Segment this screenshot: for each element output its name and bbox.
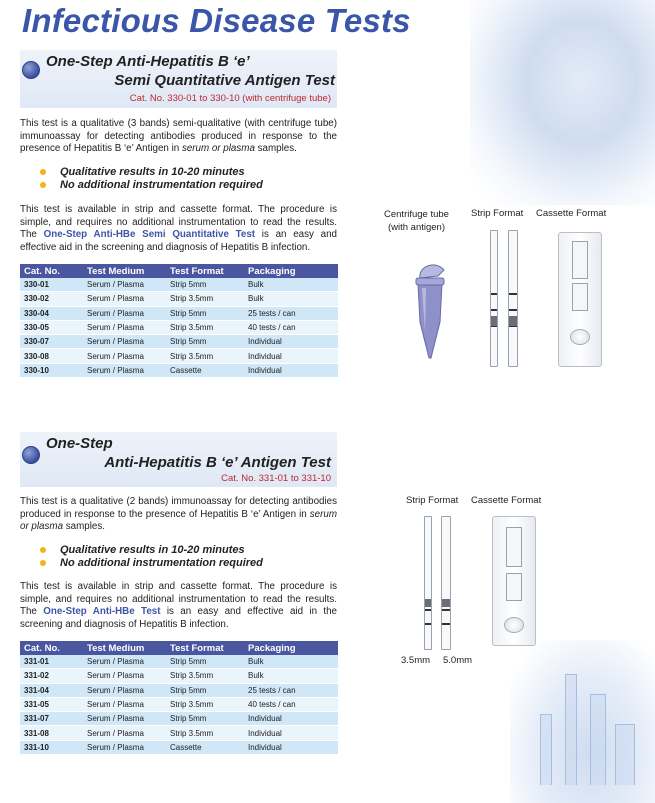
centrifuge-tube-label: Centrifuge tube (with antigen)	[384, 209, 449, 233]
table-row: 331-05 Serum / Plasma Strip 3.5mm 40 tests / can	[20, 697, 338, 711]
table-row: 331-02 Serum / Plasma Strip 3.5mm Bulk	[20, 669, 338, 683]
column-header-test-medium: Test Medium	[83, 641, 166, 655]
section-anti-hbe-antigen-test	[20, 432, 337, 762]
format-description: This test is available in strip and cassette format. The procedure is simple, and requires no additional instrumentation to read the results. The One-Step Anti-HBe Test is an easy and effective aid in the screening and diagnosis of Hepatitis B infection.	[20, 581, 337, 630]
cassette-format-label: Cassette Format	[471, 495, 542, 506]
bullet-icon	[40, 560, 46, 566]
section-heading-line1: One-Step	[46, 435, 113, 452]
table-row: 330-02 Serum / Plasma Strip 3.5mm Bulk	[20, 292, 338, 306]
test-strip-5mm	[508, 230, 518, 367]
feature-item: Qualitative results in 10-20 minutes	[40, 166, 263, 179]
table-row: 330-01 Serum / Plasma Strip 5mm Bulk	[20, 278, 338, 292]
column-header-packaging: Packaging	[244, 264, 338, 278]
table-row: 330-10 Serum / Plasma Cassette Individual	[20, 363, 338, 377]
table-row: 331-04 Serum / Plasma Strip 5mm 25 tests / can	[20, 683, 338, 697]
column-header-test-medium: Test Medium	[83, 264, 166, 278]
section-heading-line1: One-Step Anti-Hepatitis B ‘e’	[46, 53, 250, 70]
feature-item: No additional instrumentation required	[40, 557, 263, 570]
feature-list	[40, 544, 263, 570]
table-row: 331-08 Serum / Plasma Strip 3.5mm Individual	[20, 726, 338, 740]
cassette-format-label: Cassette Format	[536, 208, 607, 219]
table-row: 330-05 Serum / Plasma Strip 3.5mm 40 tests / can	[20, 320, 338, 334]
table-row: 330-08 Serum / Plasma Strip 3.5mm Individual	[20, 349, 338, 363]
heading-bullet-icon	[22, 61, 40, 79]
column-header-test-format: Test Format	[166, 264, 244, 278]
format-description: This test is available in strip and cassette format. The procedure is simple, and requires no additional instrumentation to read the results. The One-Step Anti-HBe Semi Quantitative Test is an easy and effective aid in the screening and diagnosis of Hepatitis B infection.	[20, 204, 338, 253]
strip-width-large-label: 5.0mm	[443, 655, 473, 666]
catalog-number-range: Cat. No. 331-01 to 331-10	[221, 473, 331, 484]
catalog-number-range: Cat. No. 330-01 to 330-10 (with centrifuge tube)	[129, 93, 331, 104]
section-anti-hbe-semi-quantitative	[20, 50, 337, 380]
column-header-cat-no: Cat. No.	[20, 264, 83, 278]
table-row: 331-01 Serum / Plasma Strip 5mm Bulk	[20, 655, 338, 669]
section-heading-box	[20, 50, 337, 108]
heading-bullet-icon	[22, 446, 40, 464]
centrifuge-tube-image	[412, 262, 448, 360]
feature-item: No additional instrumentation required	[40, 179, 263, 192]
bullet-icon	[40, 169, 46, 175]
bullet-icon	[40, 547, 46, 553]
bullet-icon	[40, 182, 46, 188]
strip-width-small-label: 3.5mm	[401, 655, 431, 666]
table-row: 331-10 Serum / Plasma Cassette Individual	[20, 740, 338, 754]
strip-format-label: Strip Format	[406, 495, 459, 506]
table-row: 331-07 Serum / Plasma Strip 5mm Individual	[20, 712, 338, 726]
page-title: Infectious Disease Tests	[22, 2, 411, 39]
column-header-packaging: Packaging	[244, 641, 338, 655]
table-row: 330-07 Serum / Plasma Strip 5mm Individual	[20, 335, 338, 349]
test-strip-3-5mm	[424, 516, 432, 650]
table-header-row	[20, 264, 338, 278]
product-table	[20, 264, 338, 378]
product-table	[20, 641, 338, 755]
section-heading-line2: Anti-Hepatitis B ‘e’ Antigen Test	[104, 454, 331, 471]
test-cassette	[558, 232, 602, 367]
table-row: 330-04 Serum / Plasma Strip 5mm 25 tests / can	[20, 306, 338, 320]
strip-format-label: Strip Format	[471, 208, 524, 219]
column-header-cat-no: Cat. No.	[20, 641, 83, 655]
table-header-row	[20, 641, 338, 655]
column-header-test-format: Test Format	[166, 641, 244, 655]
test-strip-3-5mm	[490, 230, 498, 367]
feature-list	[40, 166, 263, 192]
feature-item: Qualitative results in 10-20 minutes	[40, 544, 263, 557]
test-description: This test is a qualitative (2 bands) immunoassay for detecting antibodies produced in response to the presence of Hepatitis B ‘e’ Antigen in serum or plasma samples.	[20, 496, 337, 533]
section-heading-box	[20, 432, 337, 487]
section-heading-line2: Semi Quantitative Antigen Test	[114, 72, 335, 89]
lab-glassware-illustration	[510, 640, 655, 803]
test-cassette	[492, 516, 536, 646]
scientist-illustration	[470, 0, 655, 205]
test-description: This test is a qualitative (3 bands) semi-qualitative (with centrifuge tube) immunoassay for detecting antibodies produced in response to the presence of Hepatitis B ‘e’ Antigen in serum or plasma samples.	[20, 118, 337, 155]
test-strip-5mm	[441, 516, 451, 650]
